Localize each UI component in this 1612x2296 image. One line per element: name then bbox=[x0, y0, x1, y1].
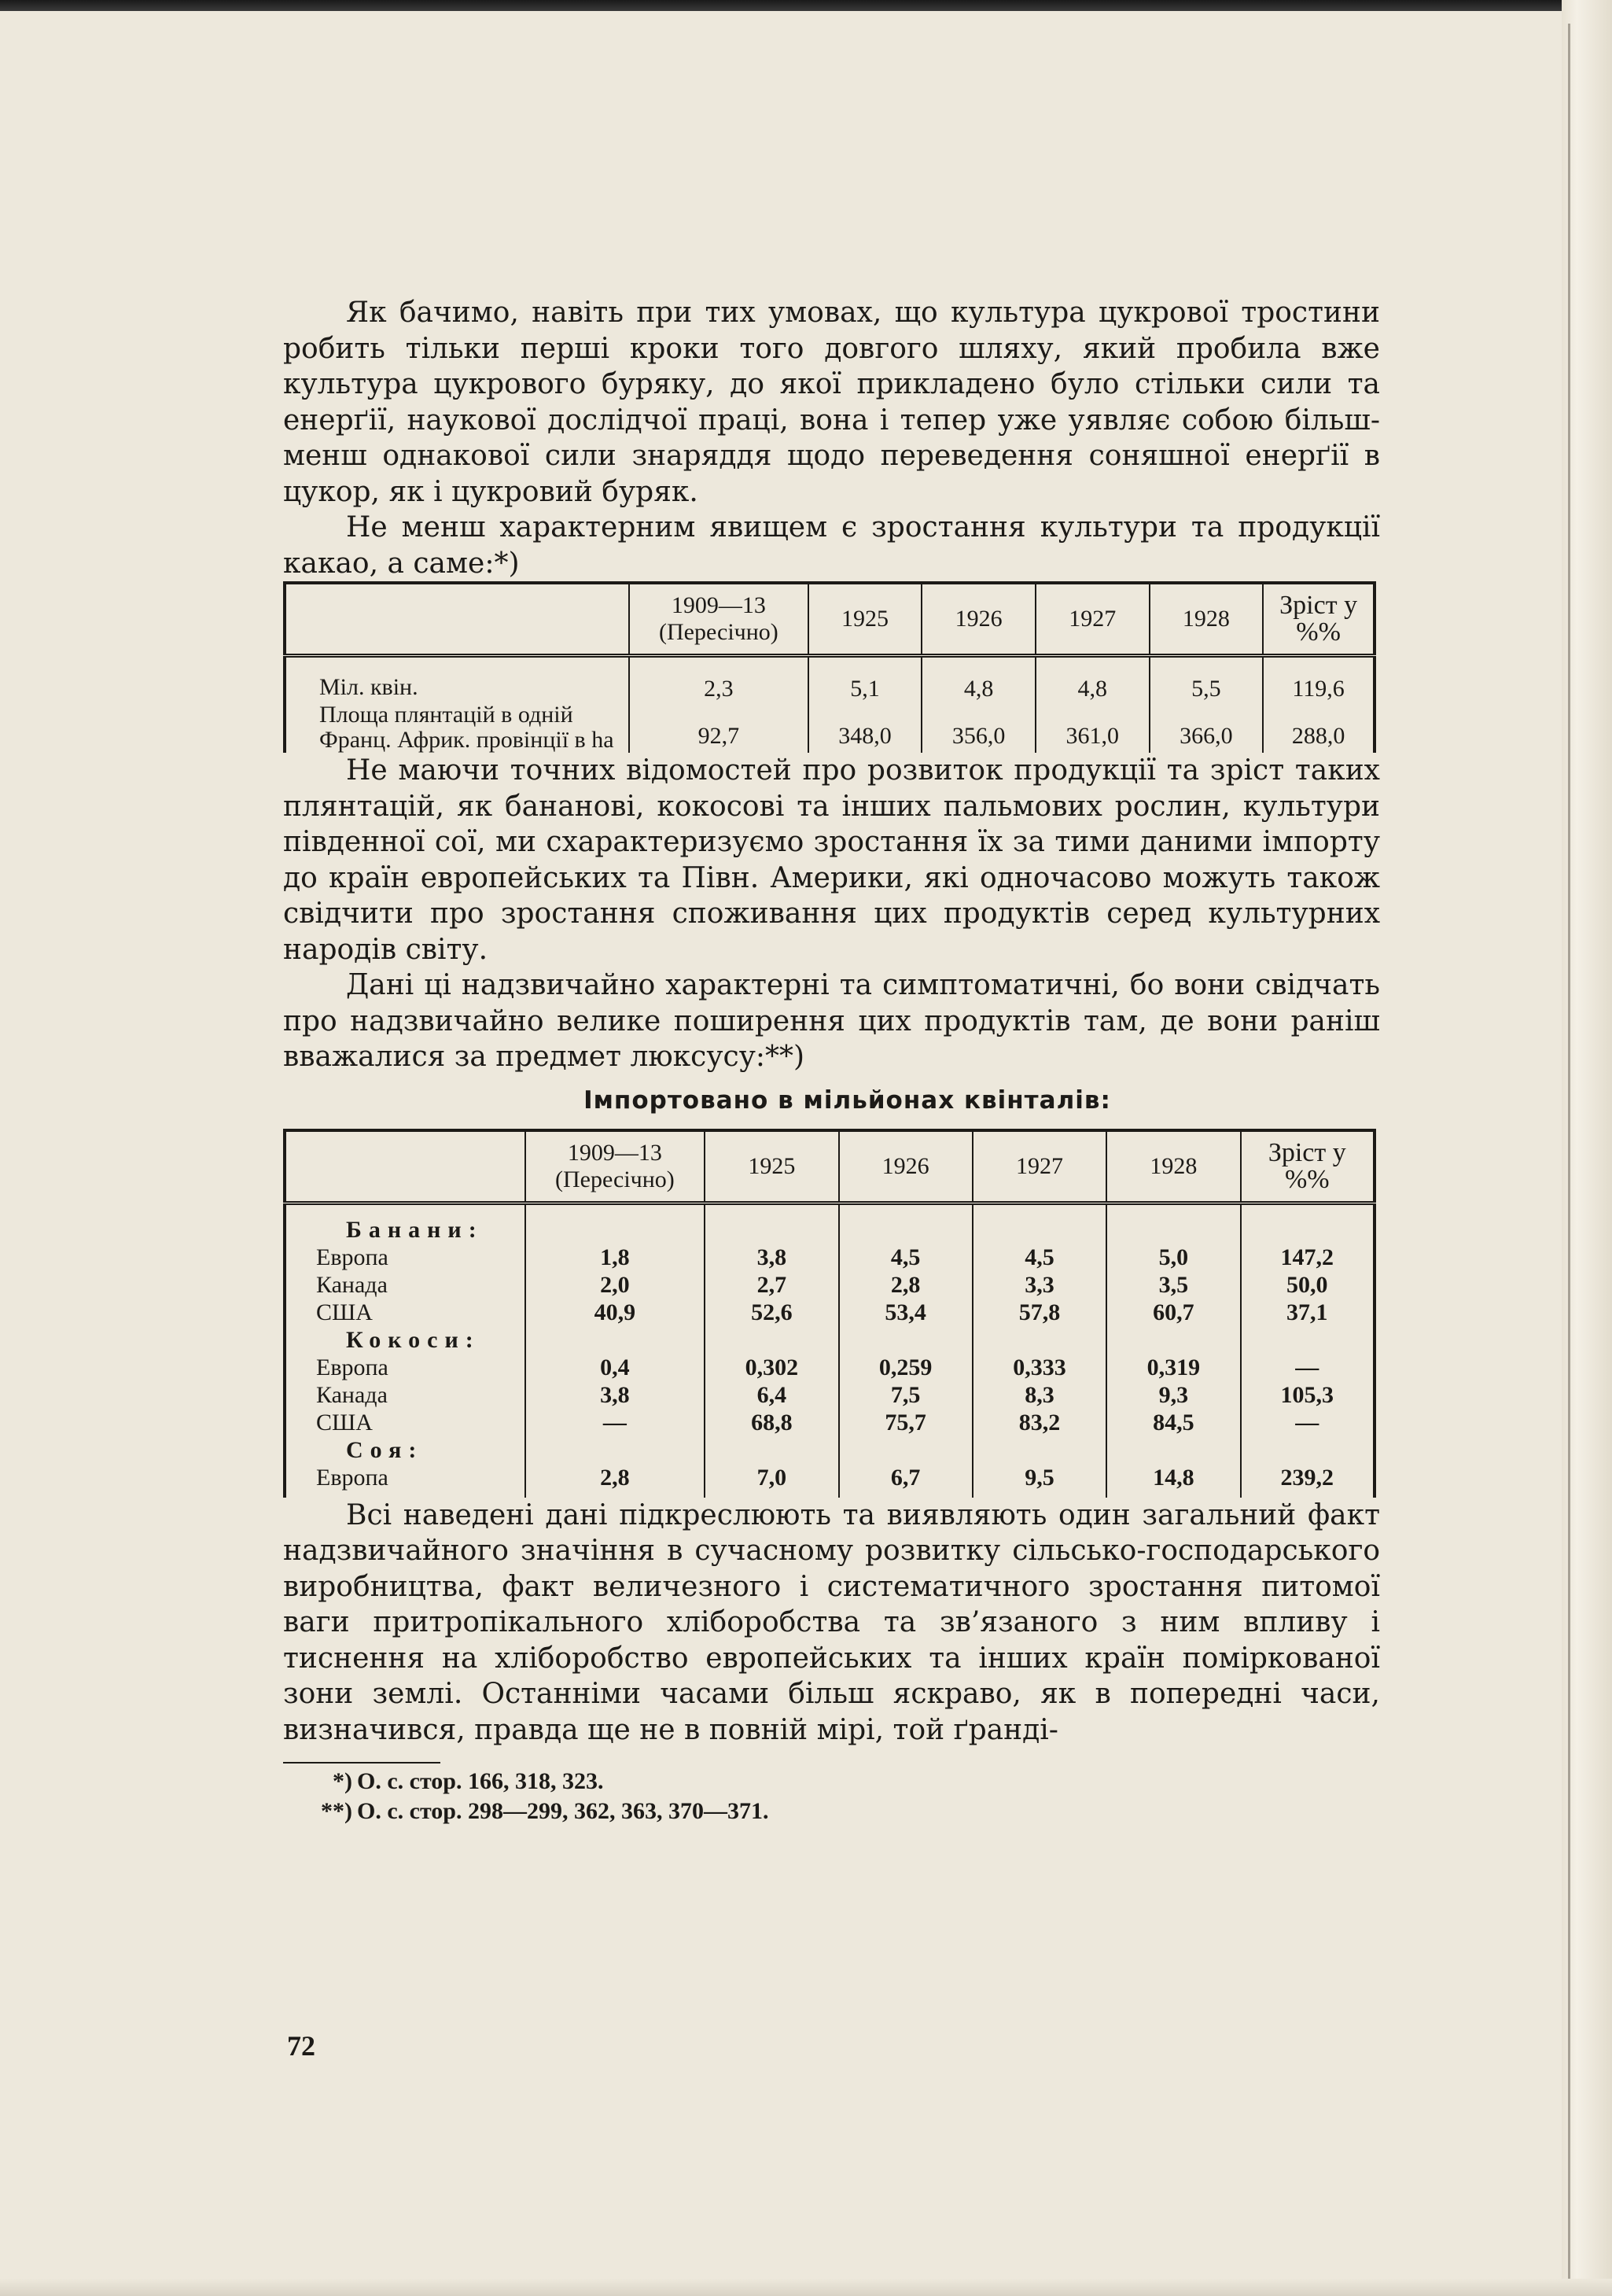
table-cell: 40,9 bbox=[525, 1299, 705, 1326]
table-cell: 9,3 bbox=[1106, 1381, 1240, 1409]
table-row bbox=[285, 1381, 1375, 1409]
table-cell: 3,5 bbox=[1106, 1271, 1240, 1299]
header-cell-growth: Зріст у %% bbox=[1241, 1130, 1375, 1203]
row-label: США bbox=[316, 1299, 373, 1325]
header-cell-growth: Зріст у %% bbox=[1263, 583, 1375, 656]
footnote-rule bbox=[283, 1762, 440, 1763]
table-cell: 68,8 bbox=[705, 1409, 838, 1436]
table-cell: 6,4 bbox=[705, 1381, 838, 1409]
row-label: Канада bbox=[316, 1381, 388, 1408]
table-cell: — bbox=[1241, 1354, 1375, 1381]
header-cell-period: 1909—13 (Пересічно) bbox=[629, 583, 808, 656]
table-cell: 50,0 bbox=[1241, 1271, 1375, 1299]
footnote-marker: **) bbox=[321, 1798, 352, 1824]
table-cell: — bbox=[1241, 1409, 1375, 1436]
table-cell: 4,8 bbox=[922, 656, 1036, 703]
table-cell: 2,8 bbox=[839, 1271, 973, 1299]
paragraph-1: Як бачимо, навіть при тих умовах, що культура цукрової тростини робить тільки перші кроки того довгого шляху, який пробила вже культура цукрового буряку, до якої прикладено було стільки сили та енерґії, наукової дослідчої праці, вона і тепер уже уявляє собою більш-менш однакової сили знаряддя щодо переведення соняшної енерґії в цукор, як і цукровий буряк. bbox=[283, 297, 1380, 508]
row-label: Канада bbox=[316, 1271, 388, 1298]
table-cell: 105,3 bbox=[1241, 1381, 1375, 1409]
table-cell: 37,1 bbox=[1241, 1299, 1375, 1326]
header-cell-1926: 1926 bbox=[839, 1130, 973, 1203]
row-label: США bbox=[316, 1409, 373, 1435]
header-cell-empty bbox=[285, 583, 629, 656]
table-row bbox=[285, 1464, 1375, 1498]
table-cell: 119,6 bbox=[1263, 656, 1375, 703]
row-label: Европа bbox=[316, 1244, 388, 1270]
group-label-bananas: Банани: bbox=[346, 1216, 484, 1243]
footnotes bbox=[283, 1762, 1380, 1826]
row-label: Міл. квін. bbox=[319, 674, 418, 700]
group-row bbox=[285, 1326, 1375, 1354]
table-cell: 147,2 bbox=[1241, 1244, 1375, 1271]
table-cell: 53,4 bbox=[839, 1299, 973, 1326]
footnote-marker: *) bbox=[333, 1768, 352, 1794]
row-label: Европа bbox=[316, 1354, 388, 1380]
group-row bbox=[285, 1203, 1375, 1244]
footnote-2 bbox=[283, 1797, 1380, 1826]
table-cell: 7,5 bbox=[839, 1381, 973, 1409]
page-number: 72 bbox=[287, 2030, 315, 2062]
table-cell: 2,7 bbox=[705, 1271, 838, 1299]
table-cell: 5,0 bbox=[1106, 1244, 1240, 1271]
table-cell: 366,0 bbox=[1150, 702, 1264, 753]
header-cell-1926: 1926 bbox=[922, 583, 1036, 656]
table-cell: 9,5 bbox=[973, 1464, 1106, 1498]
scan-book-spine-edge bbox=[1562, 0, 1612, 2296]
table-row bbox=[285, 702, 1375, 753]
scan-bottom-edge bbox=[0, 2279, 1612, 2296]
table-cell: 6,7 bbox=[839, 1464, 973, 1498]
table-cell: 14,8 bbox=[1106, 1464, 1240, 1498]
table-cell: — bbox=[525, 1409, 705, 1436]
table-cell: 8,3 bbox=[973, 1381, 1106, 1409]
group-label-soy: Соя: bbox=[346, 1436, 424, 1463]
table-cell: 75,7 bbox=[839, 1409, 973, 1436]
table-row bbox=[285, 1271, 1375, 1299]
table-cell: 0,333 bbox=[973, 1354, 1106, 1381]
header-cell-1925: 1925 bbox=[705, 1130, 838, 1203]
table-row bbox=[285, 656, 1375, 703]
table-cell: 2,0 bbox=[525, 1271, 705, 1299]
table-row bbox=[285, 1244, 1375, 1271]
table-cell: 348,0 bbox=[808, 702, 922, 753]
table-cell: 361,0 bbox=[1036, 702, 1150, 753]
footnote-1 bbox=[283, 1767, 1380, 1797]
table-cell: 3,8 bbox=[525, 1381, 705, 1409]
table-cell: 4,8 bbox=[1036, 656, 1150, 703]
cocoa-table bbox=[283, 581, 1376, 753]
paragraph-2: Не менш характерним явищем є зростання культури та продукції какао, а саме:*) bbox=[283, 511, 1380, 580]
table-caption: Імпортовано в мільйонах квінталів: bbox=[583, 1085, 1111, 1115]
header-cell-empty bbox=[285, 1130, 525, 1203]
table-cell: 0,319 bbox=[1106, 1354, 1240, 1381]
group-row bbox=[285, 1436, 1375, 1464]
table-cell: 239,2 bbox=[1241, 1464, 1375, 1498]
header-cell-1925: 1925 bbox=[808, 583, 922, 656]
table-cell: 52,6 bbox=[705, 1299, 838, 1326]
scan-top-edge bbox=[0, 0, 1612, 11]
import-table bbox=[283, 1129, 1376, 1498]
table-cell: 1,8 bbox=[525, 1244, 705, 1271]
table-cell: 4,5 bbox=[973, 1244, 1106, 1271]
table-cell: 2,8 bbox=[525, 1464, 705, 1498]
table-header-row bbox=[285, 583, 1375, 656]
footnote-text: О. с. стор. 166, 318, 323. bbox=[357, 1768, 604, 1794]
table-cell: 0,4 bbox=[525, 1354, 705, 1381]
table-row bbox=[285, 1299, 1375, 1326]
row-label: Европа bbox=[316, 1464, 388, 1491]
table-cell: 7,0 bbox=[705, 1464, 838, 1498]
header-cell-1927: 1927 bbox=[1036, 583, 1150, 656]
table-cell: 3,8 bbox=[705, 1244, 838, 1271]
table-cell: 83,2 bbox=[973, 1409, 1106, 1436]
table-header-row bbox=[285, 1130, 1375, 1203]
table-cell: 0,302 bbox=[705, 1354, 838, 1381]
header-cell-1928: 1928 bbox=[1106, 1130, 1240, 1203]
table-row bbox=[285, 1354, 1375, 1381]
table-cell: 57,8 bbox=[973, 1299, 1106, 1326]
table-cell: 2,3 bbox=[629, 656, 808, 703]
table-cell: 5,5 bbox=[1150, 656, 1264, 703]
footnote-text: О. с. стор. 298—299, 362, 363, 370—371. bbox=[357, 1798, 769, 1824]
table-row bbox=[285, 1409, 1375, 1436]
group-label-coconuts: Кокоси: bbox=[346, 1326, 480, 1353]
table-cell: 84,5 bbox=[1106, 1409, 1240, 1436]
paragraph-4: Дані ці надзвичайно характерні та симптоматичні, бо вони свідчать про надзвичайно велике поширення цих продуктів там, де вони раніш вважалися за предмет люксусу:**) bbox=[283, 969, 1380, 1073]
table-cell: 3,3 bbox=[973, 1271, 1106, 1299]
header-cell-1928: 1928 bbox=[1150, 583, 1264, 656]
header-cell-period: 1909—13 (Пересічно) bbox=[525, 1130, 705, 1203]
table-cell: 356,0 bbox=[922, 702, 1036, 753]
table-cell: 0,259 bbox=[839, 1354, 973, 1381]
row-label: Площа плянтацій в одній Франц. Африк. провінції в ha bbox=[319, 702, 614, 753]
table-cell: 92,7 bbox=[629, 702, 808, 753]
paragraph-5: Всі наведені дані підкреслюють та виявляють один загальний факт надзвичайного значіння в сучасному розвитку сільсько-господарського виробництва, факт величезного і систематичного зростання питомої ваги притропікального хліборобства та зв’язаного з ним впливу і тиснення на хліборобство европейських та інших країн поміркованої зони землі. Останніми часами більш яскраво, як в попередні часи, визначився, правда ще не в повній мірі, той ґранді- bbox=[283, 1498, 1380, 1746]
page-content bbox=[283, 295, 1380, 1826]
table-cell: 5,1 bbox=[808, 656, 922, 703]
paragraph-3: Не маючи точних відомостей про розвиток продукції та зріст таких плянтацій, як бананові, кокосові та інших пальмових рослин, культури південної сої, ми схарактеризуємо зростання їх за тими даними імпорту до країн европейських та Півн. Америки, які одночасово можуть також свідчити про зростання споживання цих продуктів серед культурних народів світу. bbox=[283, 754, 1380, 966]
table-cell: 4,5 bbox=[839, 1244, 973, 1271]
table-cell: 288,0 bbox=[1263, 702, 1375, 753]
header-cell-1927: 1927 bbox=[973, 1130, 1106, 1203]
table-cell: 60,7 bbox=[1106, 1299, 1240, 1326]
